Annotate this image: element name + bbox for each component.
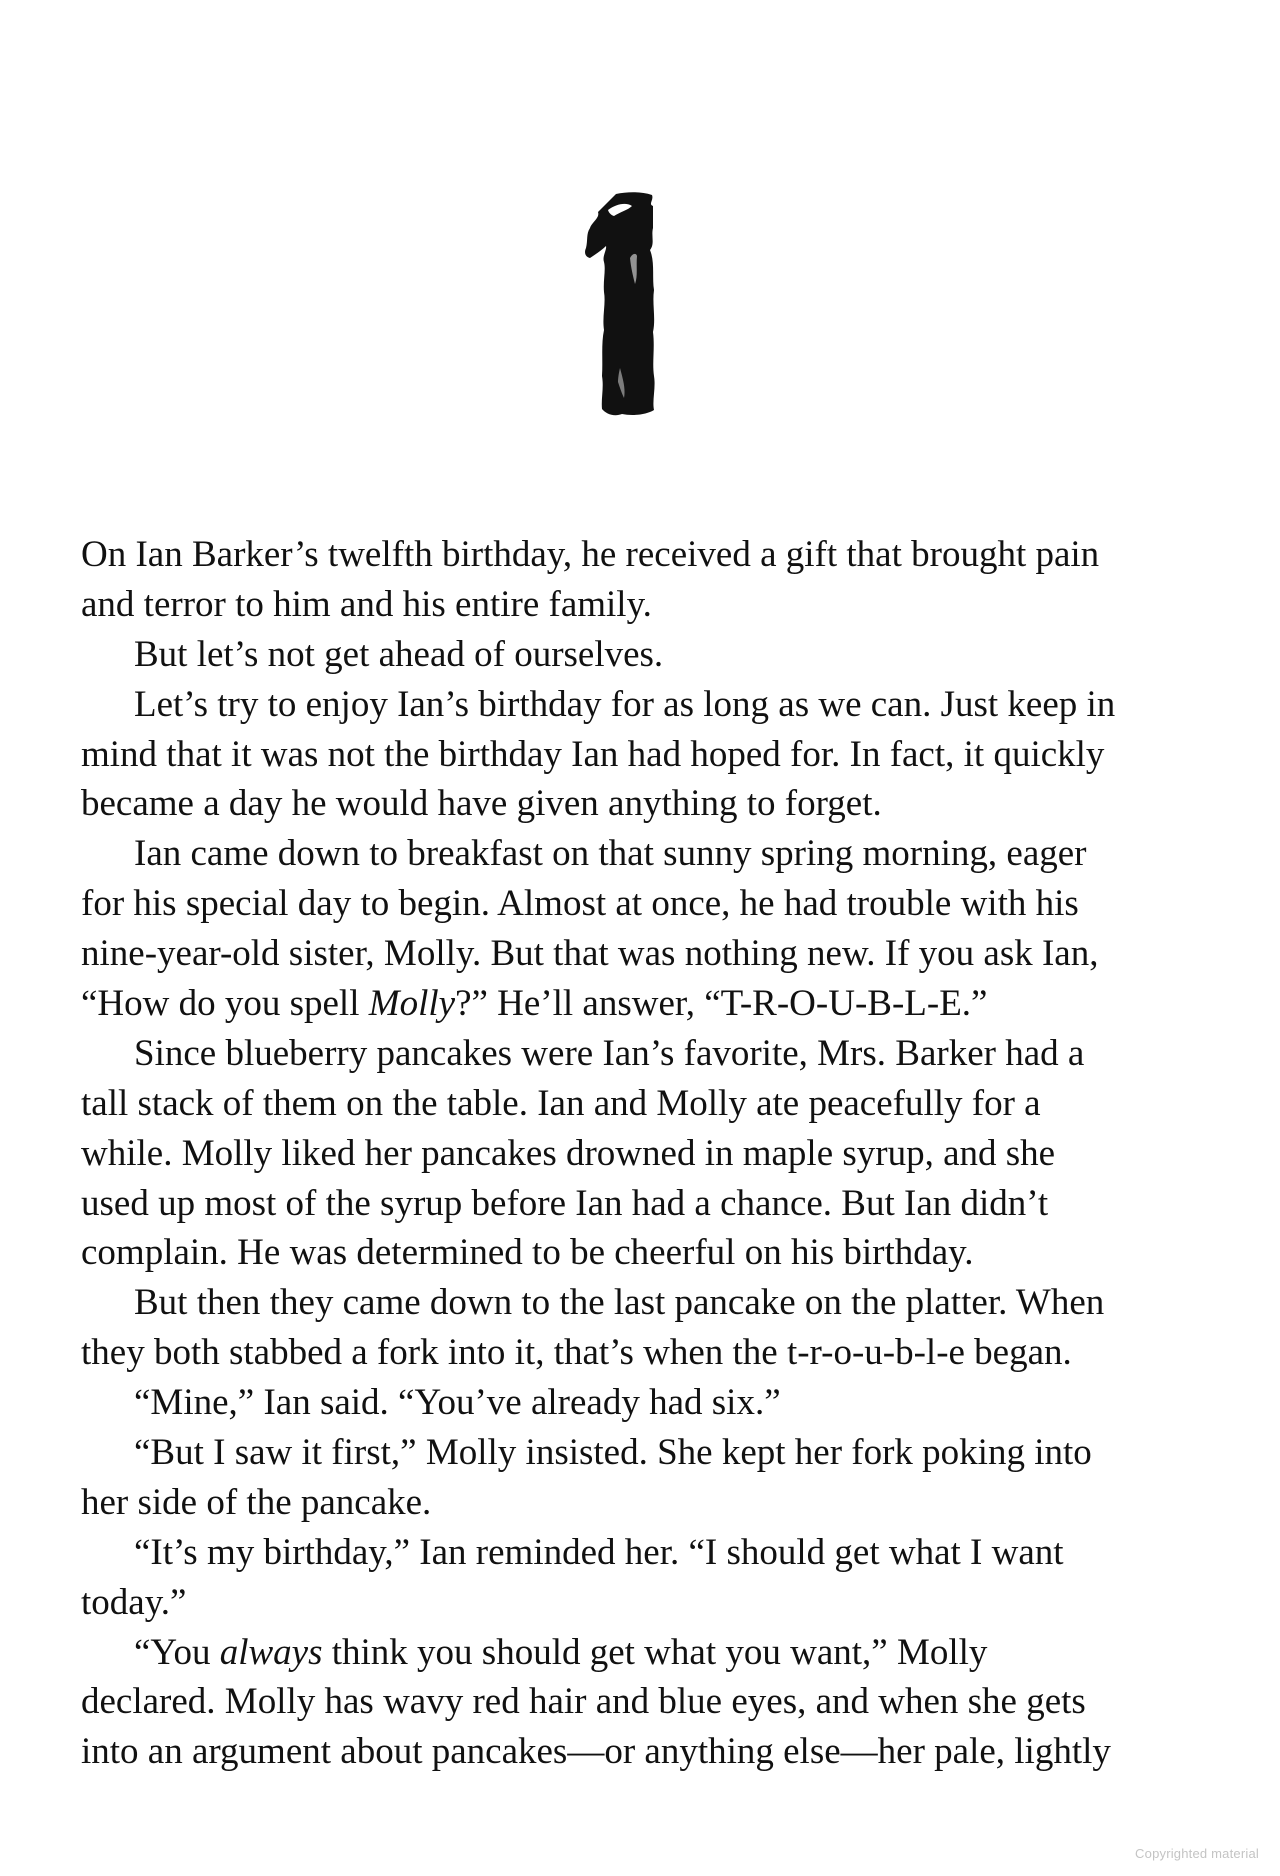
text-line: [81, 730, 1171, 780]
text-emphasis: always: [219, 1631, 323, 1673]
text-segment: today.”: [81, 1581, 187, 1623]
chapter-number: [574, 192, 674, 418]
text-line: [81, 1278, 1171, 1328]
text-line: [81, 1179, 1171, 1229]
chapter-number-glyph: [574, 192, 674, 418]
text-emphasis: Molly: [368, 983, 456, 1025]
text-segment: think you should get what you want,” Molly: [322, 1631, 988, 1673]
text-line: [81, 829, 1171, 879]
text-line: [81, 1428, 1171, 1478]
text-line: [81, 1328, 1171, 1378]
text-line: [81, 630, 1171, 680]
text-segment: But let’s not get ahead of ourselves.: [134, 633, 664, 675]
text-line: [81, 1727, 1171, 1777]
text-segment: Since blueberry pancakes were Ian’s favorite, Mrs. Barker had a: [134, 1032, 1085, 1074]
text-segment: Ian came down to breakfast on that sunny spring morning, eager: [134, 833, 1087, 875]
text-segment: ?” He’ll answer, “T-R-O-U-B-L-E.”: [455, 983, 988, 1025]
text-line: [81, 1228, 1171, 1278]
text-line: [81, 1029, 1171, 1079]
text-segment: But then they came down to the last pancake on the platter. When: [134, 1282, 1105, 1324]
text-line: [81, 1628, 1171, 1678]
text-segment: into an argument about pancakes—or anything else—her pale, lightly: [81, 1731, 1111, 1773]
text-line: [81, 929, 1171, 979]
text-segment: On Ian Barker’s twelfth birthday, he received a gift that brought pain: [81, 534, 1100, 575]
text-segment: while. Molly liked her pancakes drowned in maple syrup, and she: [81, 1132, 1056, 1174]
copyright-notice: Copyrighted material: [1135, 1846, 1259, 1861]
text-line: [81, 580, 1171, 630]
text-segment: “But I saw it first,” Molly insisted. She kept her fork poking into: [134, 1432, 1092, 1474]
text-segment: declared. Molly has wavy red hair and blue eyes, and when she gets: [81, 1681, 1086, 1723]
chapter-number-text: [574, 418, 575, 419]
text-line: [81, 680, 1171, 730]
text-line: [81, 779, 1171, 829]
text-segment: tall stack of them on the table. Ian and Molly ate peacefully for a: [81, 1082, 1041, 1124]
text-line: [81, 1378, 1171, 1428]
text-segment: complain. He was determined to be cheerful on his birthday.: [81, 1232, 974, 1274]
text-segment: and terror to him and his entire family.: [81, 583, 652, 625]
text-line: [81, 1079, 1171, 1129]
body-text: [81, 530, 1171, 1777]
text-segment: Let’s try to enjoy Ian’s birthday for as long as we can. Just keep in: [134, 683, 1116, 725]
text-segment: her side of the pancake.: [81, 1481, 432, 1523]
text-segment: became a day he would have given anything to forget.: [81, 783, 882, 825]
text-segment: mind that it was not the birthday Ian had hoped for. In fact, it quickly: [81, 733, 1105, 775]
text-line: [81, 530, 1171, 580]
text-segment: nine-year-old sister, Molly. But that was nothing new. If you ask Ian,: [81, 933, 1099, 975]
text-line: [81, 879, 1171, 929]
text-segment: they both stabbed a fork into it, that’s when the t-r-o-u-b-l-e began.: [81, 1332, 1072, 1374]
text-segment: “Mine,” Ian said. “You’ve already had six.”: [134, 1382, 781, 1424]
text-line: [81, 1129, 1171, 1179]
text-line: [81, 979, 1171, 1029]
text-segment: “How do you spell: [81, 983, 369, 1025]
text-line: [81, 1578, 1171, 1628]
text-segment: used up most of the syrup before Ian had a chance. But Ian didn’t: [81, 1182, 1049, 1224]
text-line: [81, 1528, 1171, 1578]
text-line: [81, 1478, 1171, 1528]
text-segment: for his special day to begin. Almost at once, he had trouble with his: [81, 883, 1079, 925]
text-segment: “It’s my birthday,” Ian reminded her. “I should get what I want: [134, 1531, 1064, 1573]
text-segment: “You: [134, 1631, 220, 1673]
text-line: [81, 1677, 1171, 1727]
